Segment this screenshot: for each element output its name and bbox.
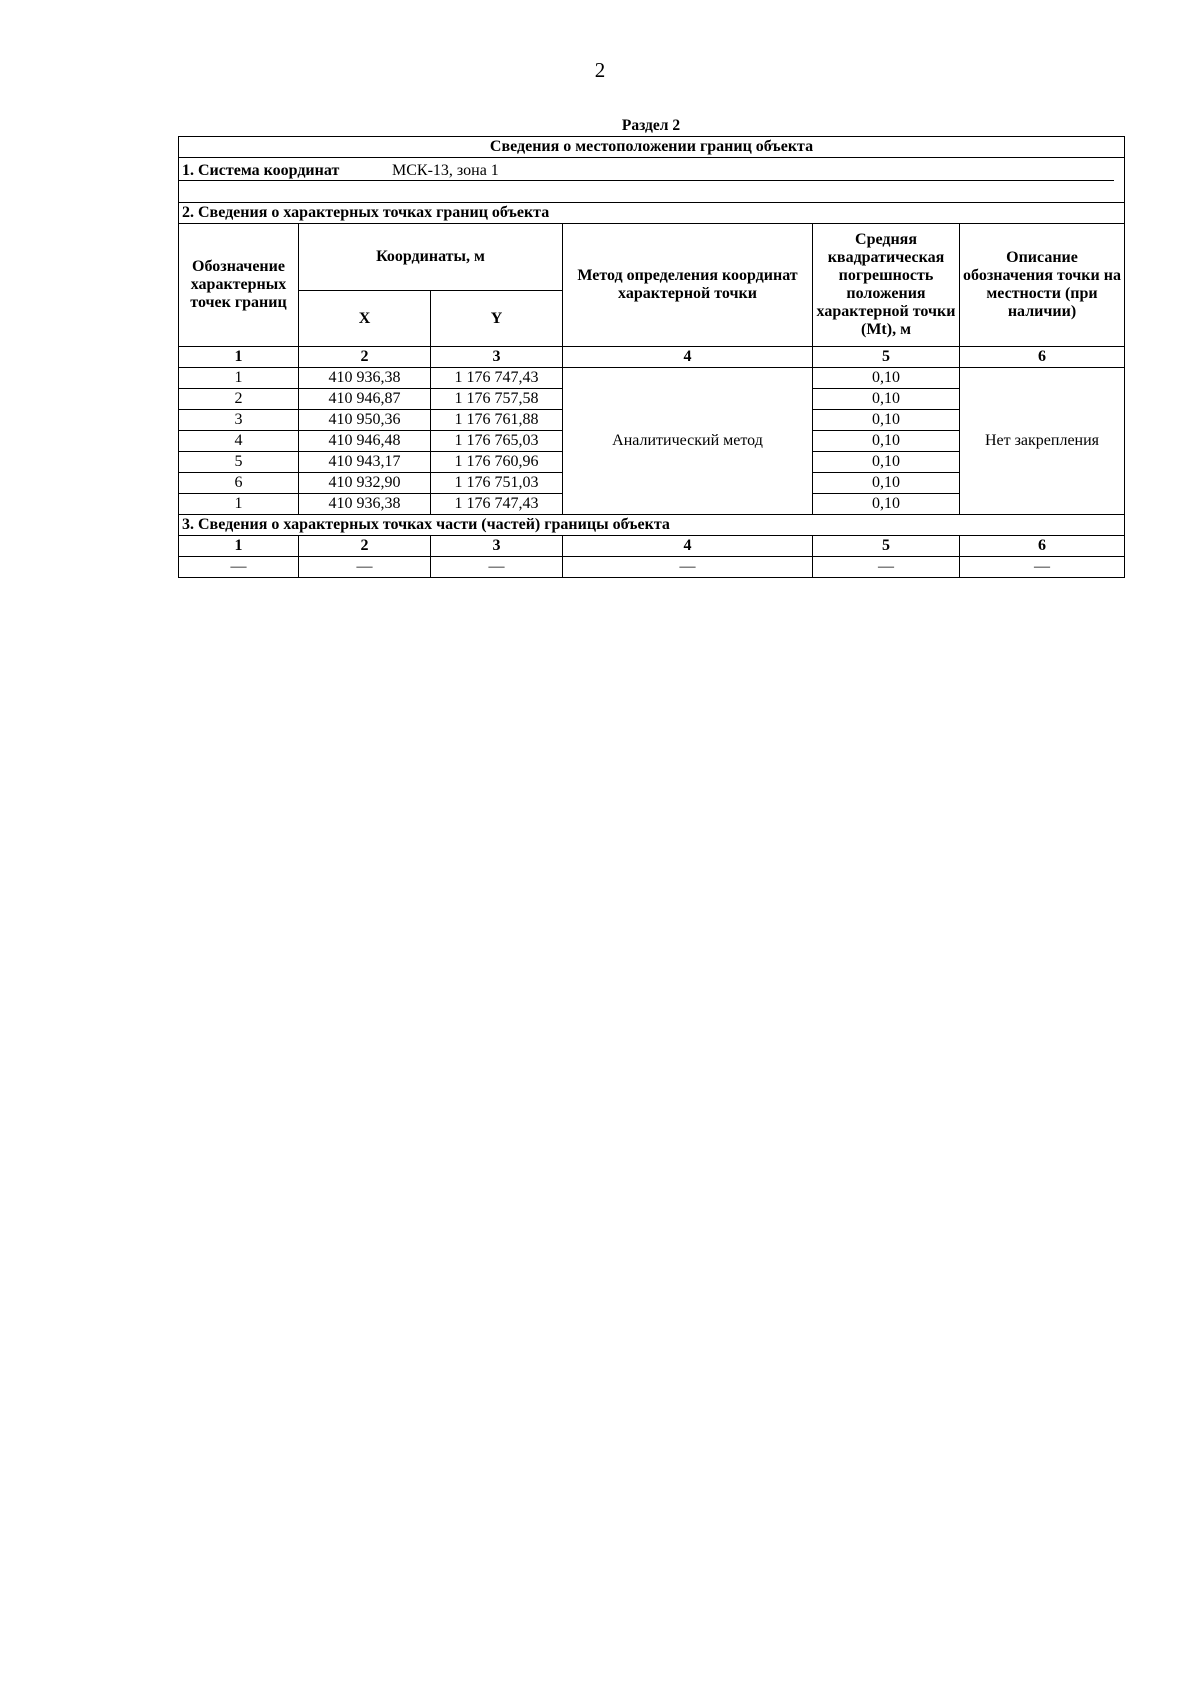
point-cell: 5	[179, 452, 299, 473]
column-number: 5	[813, 347, 960, 368]
column-number: 1	[179, 347, 299, 368]
header-error: Средняя квадратическая погрешность положения характерной точки (Mt), м	[813, 224, 960, 347]
empty-dash-cell: —	[299, 557, 431, 578]
empty-dash-cell: —	[960, 557, 1125, 578]
coord-system-label: 1. Система координат	[182, 162, 340, 179]
y-cell: 1 176 765,03	[431, 431, 563, 452]
y-cell: 1 176 760,96	[431, 452, 563, 473]
y-cell: 1 176 747,43	[431, 494, 563, 515]
empty-dash-cell: —	[431, 557, 563, 578]
point-cell: 6	[179, 473, 299, 494]
subsection-3-title: 3. Сведения о характерных точках части (частей) границы объекта	[179, 515, 1125, 536]
x-cell: 410 946,48	[299, 431, 431, 452]
header-y: Y	[431, 291, 563, 347]
x-cell: 410 936,38	[299, 368, 431, 389]
boundary-table	[178, 136, 1125, 578]
x-cell: 410 946,87	[299, 389, 431, 410]
x-cell: 410 936,38	[299, 494, 431, 515]
error-cell: 0,10	[813, 389, 960, 410]
point-cell: 3	[179, 410, 299, 431]
coord-system-row	[179, 158, 1125, 203]
header-method: Метод определения координат характерной точки	[563, 224, 813, 347]
header-x: X	[299, 291, 431, 347]
section-title: Раздел 2	[621, 117, 681, 134]
column-number: 3	[431, 536, 563, 557]
x-cell: 410 932,90	[299, 473, 431, 494]
coord-system-value: МСК-13, зона 1	[392, 162, 499, 179]
y-cell: 1 176 751,03	[431, 473, 563, 494]
header-point-designation: Обозначение характерных точек границ	[179, 224, 299, 347]
y-cell: 1 176 747,43	[431, 368, 563, 389]
x-cell: 410 950,36	[299, 410, 431, 431]
error-cell: 0,10	[813, 494, 960, 515]
table-row	[179, 368, 1125, 389]
column-number: 6	[960, 347, 1125, 368]
column-number: 4	[563, 536, 813, 557]
y-cell: 1 176 761,88	[431, 410, 563, 431]
empty-dash-cell: —	[813, 557, 960, 578]
point-cell: 4	[179, 431, 299, 452]
column-number: 6	[960, 536, 1125, 557]
column-number: 3	[431, 347, 563, 368]
point-cell: 1	[179, 494, 299, 515]
method-cell: Аналитический метод	[563, 368, 813, 515]
error-cell: 0,10	[813, 410, 960, 431]
table-title: Сведения о местоположении границ объекта	[179, 137, 1125, 158]
page-number: 2	[594, 58, 606, 82]
description-cell: Нет закрепления	[960, 368, 1125, 515]
error-cell: 0,10	[813, 452, 960, 473]
column-number: 5	[813, 536, 960, 557]
error-cell: 0,10	[813, 473, 960, 494]
y-cell: 1 176 757,58	[431, 389, 563, 410]
empty-dash-cell: —	[563, 557, 813, 578]
error-cell: 0,10	[813, 368, 960, 389]
column-number: 4	[563, 347, 813, 368]
header-coordinates: Координаты, м	[299, 224, 563, 291]
x-cell: 410 943,17	[299, 452, 431, 473]
point-cell: 1	[179, 368, 299, 389]
column-number: 2	[299, 347, 431, 368]
column-number: 1	[179, 536, 299, 557]
subsection-2-title: 2. Сведения о характерных точках границ объекта	[179, 203, 1125, 224]
header-description: Описание обозначения точки на местности (при наличии)	[960, 224, 1125, 347]
point-cell: 2	[179, 389, 299, 410]
column-number: 2	[299, 536, 431, 557]
error-cell: 0,10	[813, 431, 960, 452]
empty-dash-cell: —	[179, 557, 299, 578]
